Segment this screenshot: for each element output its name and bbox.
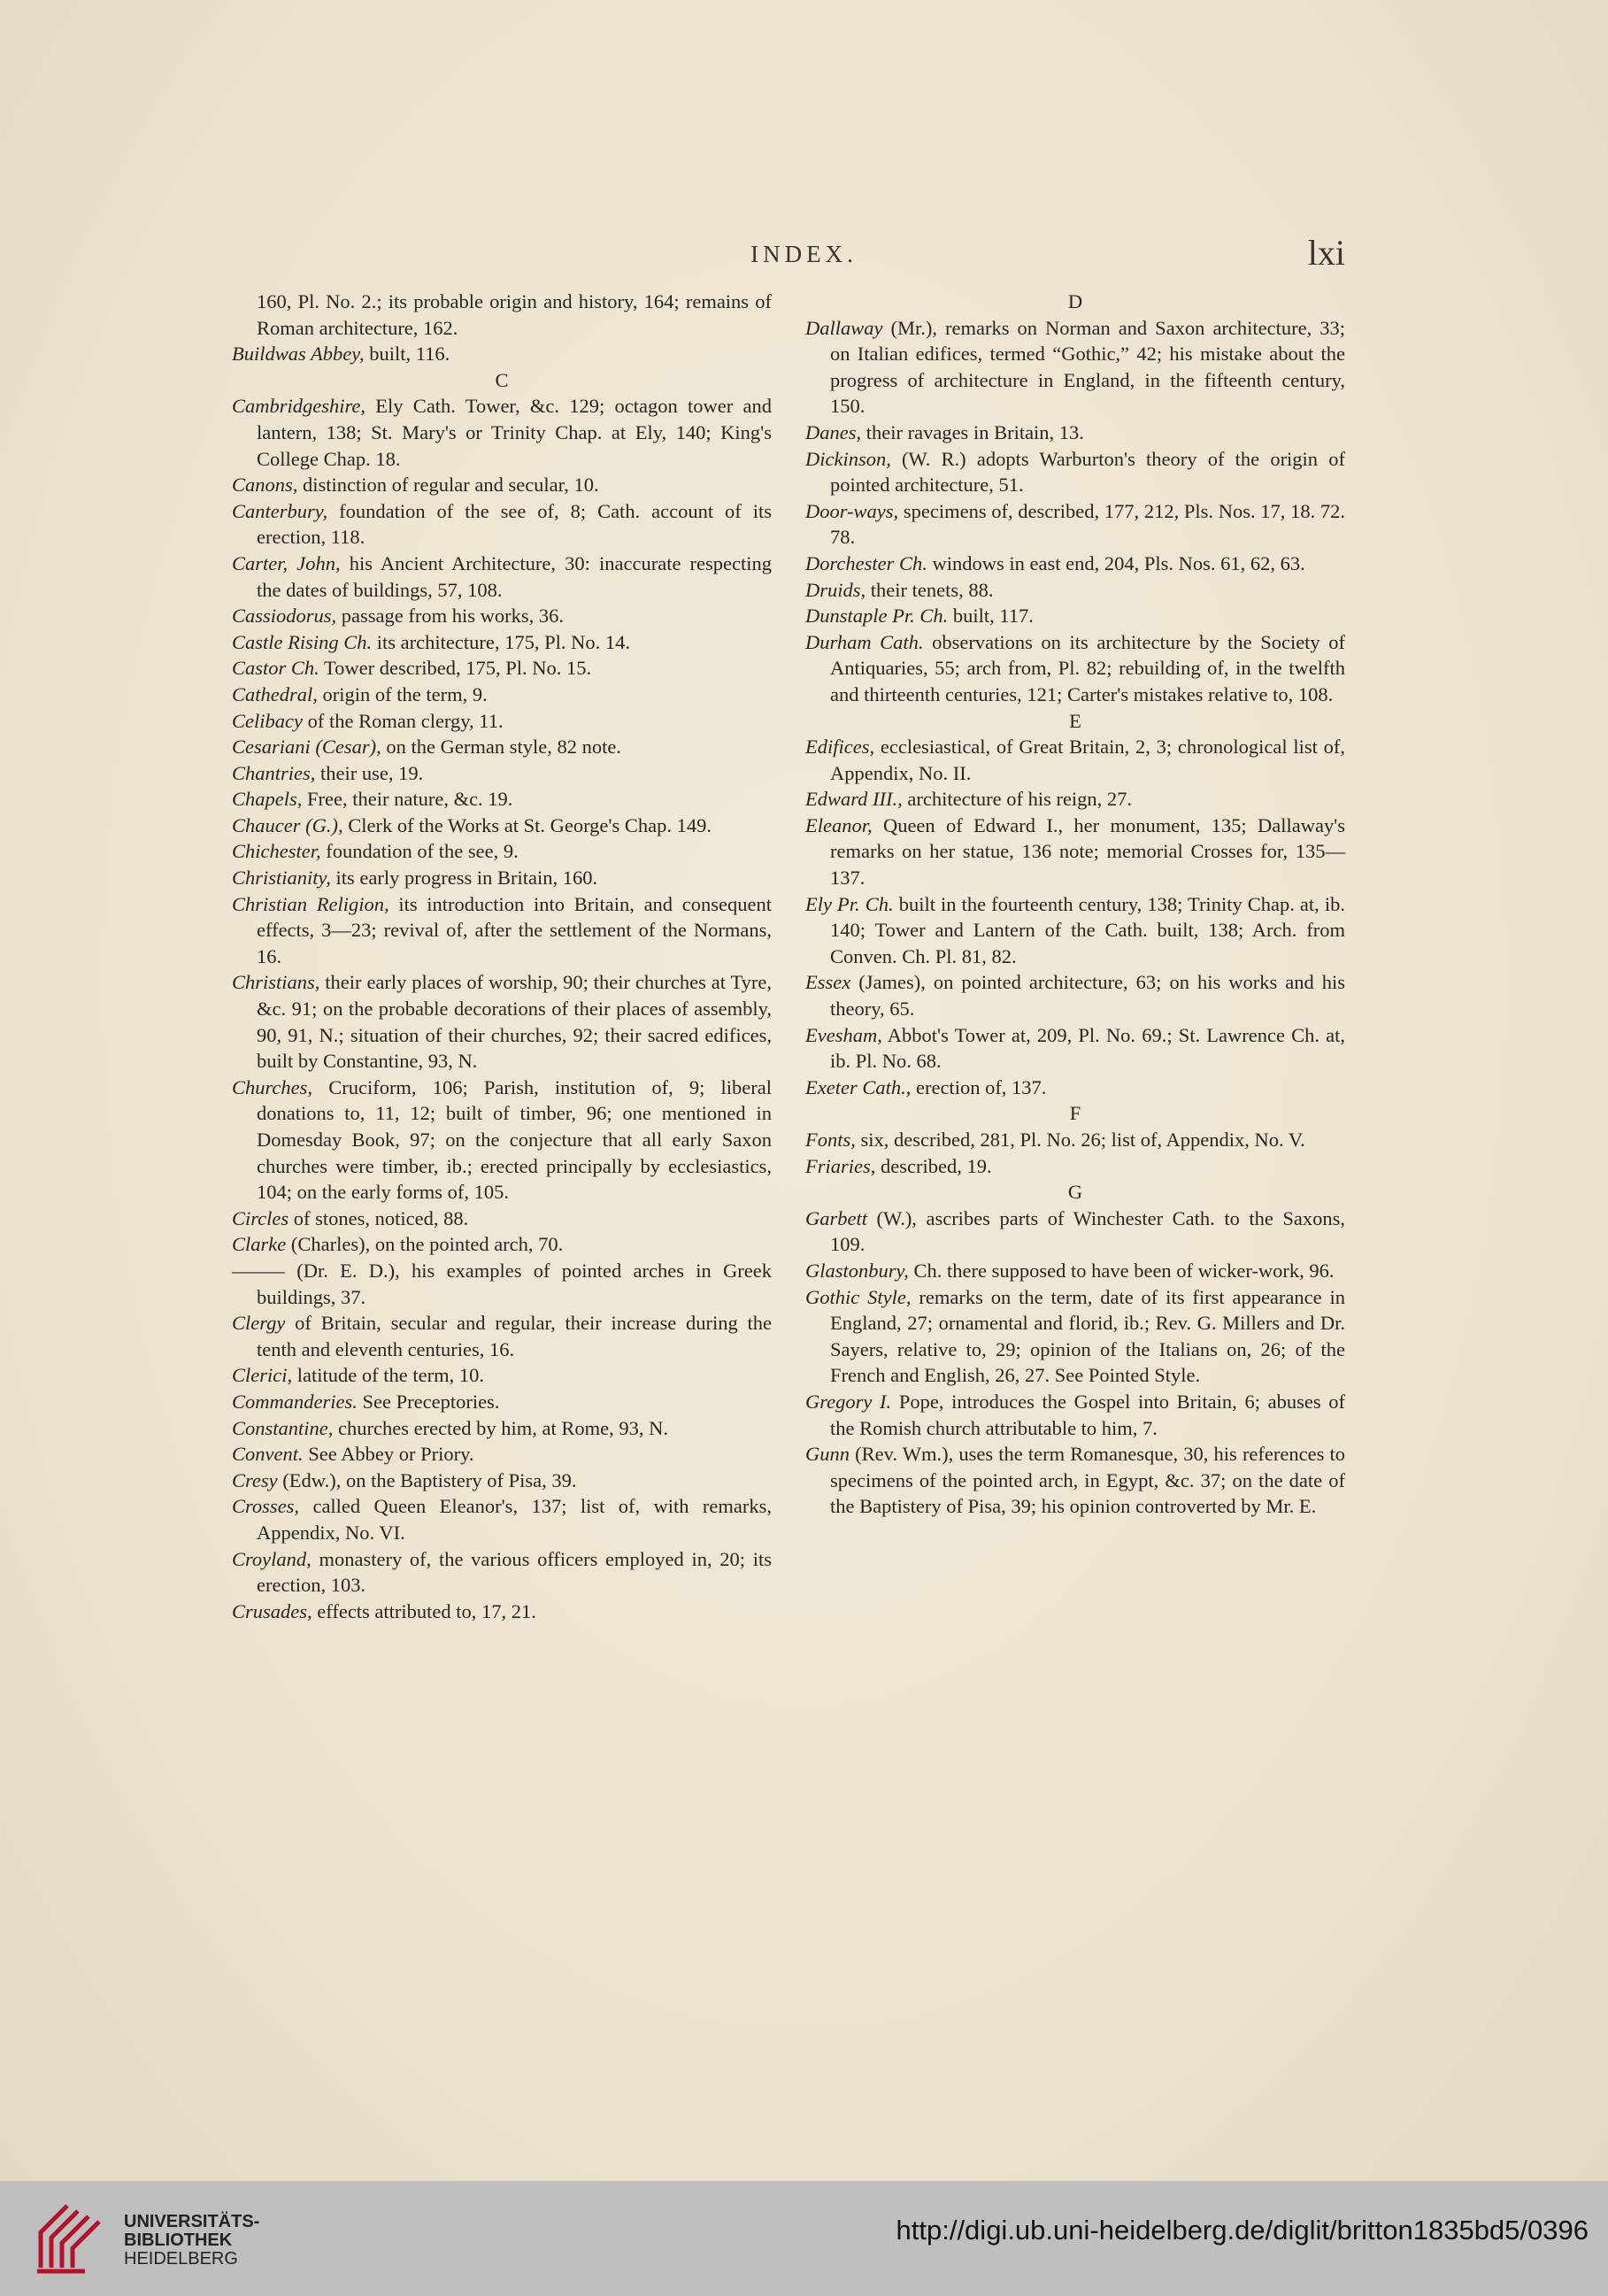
index-entry-continuation: 160, Pl. No. 2.; its probable origin and history, 164; remains of Roman architecture, 162.: [257, 290, 772, 339]
index-entry: [232, 1415, 772, 1442]
index-entry: [232, 838, 772, 865]
index-entry-heading: Chapels,: [232, 788, 303, 811]
index-entry-heading: Durham Cath.: [805, 630, 924, 653]
index-entry-text: foundation of the see of, 8; Cath. account of its erection, 118.: [257, 499, 772, 549]
index-entry-heading: Exeter Cath.,: [805, 1075, 912, 1098]
index-entry: [232, 1206, 772, 1232]
index-entry: [805, 498, 1345, 551]
index-entry: [232, 786, 772, 813]
index-entry: [232, 1389, 772, 1415]
index-entry-text: Tower described, 175, Pl. No. 15.: [319, 657, 592, 680]
index-entry: [805, 1441, 1345, 1520]
running-head: INDEX.: [750, 241, 858, 267]
index-entry-heading: Cathedral,: [232, 682, 318, 705]
index-entry: [232, 760, 772, 787]
index-entry-text: (James), on pointed architecture, 63; on his works and his theory, 65.: [830, 971, 1345, 1021]
index-entry: [805, 1153, 1345, 1180]
section-letter: G: [1067, 1181, 1083, 1204]
index-entry-heading: ———: [232, 1259, 286, 1282]
index-entry-heading: Chaucer (G.),: [232, 813, 343, 836]
index-entry-text: built, 117.: [948, 605, 1034, 628]
index-entry-heading: Fonts,: [805, 1129, 856, 1151]
section-letter: C: [495, 368, 509, 391]
index-entry: [805, 1127, 1345, 1153]
index-entry-text: their use, 19.: [315, 761, 424, 784]
index-entry: [232, 1075, 772, 1206]
index-entry: [232, 1599, 772, 1625]
index-entry-text: described, 19.: [875, 1154, 992, 1177]
index-entry: [232, 1258, 772, 1310]
index-entry: [232, 1546, 772, 1599]
index-entry: [805, 734, 1345, 786]
index-entry: [805, 577, 1345, 604]
index-entry-heading: Carter, John,: [232, 551, 341, 574]
index-entry-text: Clerk of the Works at St. George's Chap. 149.: [342, 813, 712, 836]
index-entry-heading: Croyland,: [232, 1547, 312, 1570]
index-entry: [232, 1441, 772, 1468]
index-entry: [232, 1493, 772, 1545]
index-entry: [232, 734, 772, 760]
index-entry: [232, 1362, 772, 1389]
index-entry-heading: Commanderies.: [232, 1390, 358, 1413]
index-entry: [805, 786, 1345, 813]
index-entry-text: erection of, 137.: [911, 1075, 1047, 1098]
index-entry-heading: Essex: [805, 971, 851, 994]
index-column-right: [805, 289, 1345, 1520]
index-entry-text: Queen of Edward I., her monument, 135; Dallaway's remarks on her statue, 136 note; memorial Crosses for, 135—137.: [830, 813, 1345, 890]
index-entry-heading: Christian Religion,: [232, 892, 389, 915]
index-entry: [805, 1284, 1345, 1389]
index-entry-heading: Glastonbury,: [805, 1259, 909, 1282]
index-entry-text: its introduction into Britain, and consequent effects, 3—23; revival of, after the settlement of the Normans, 16.: [257, 892, 772, 967]
index-entry: [805, 1258, 1345, 1284]
index-entry-text: its early progress in Britain, 160.: [330, 867, 598, 890]
index-entry: [805, 969, 1345, 1021]
index-entry: [805, 420, 1345, 446]
index-entry: [232, 1231, 772, 1258]
index-entry-text: (Edw.), on the Baptistery of Pisa, 39.: [277, 1468, 577, 1491]
index-entry-heading: Christianity,: [232, 867, 331, 890]
index-entry-text: churches erected by him, at Rome, 93, N.: [333, 1416, 669, 1439]
index-entry-heading: Celibacy: [232, 709, 303, 732]
index-entry-text: their ravages in Britain, 13.: [861, 420, 1084, 443]
index-entry: [232, 341, 772, 367]
index-entry-heading: Evesham,: [805, 1023, 882, 1046]
index-entry-heading: Gothic Style,: [805, 1285, 912, 1308]
index-entry-heading: Dorchester Ch.: [805, 551, 927, 574]
index-entry-text: Pope, introduces the Gospel into Britain, 6; abuses of the Romish church attributable to him, 7.: [830, 1390, 1345, 1439]
index-entry: [805, 446, 1345, 498]
index-entry-heading: Crusades,: [232, 1599, 312, 1622]
index-entry: [232, 629, 772, 656]
index-entry: [232, 682, 772, 708]
index-entry-heading: Crosses,: [232, 1495, 300, 1518]
index-entry-heading: Churches,: [232, 1075, 313, 1098]
index-entry-heading: Cassiodorus,: [232, 605, 337, 628]
index-entry-text: architecture of his reign, 27.: [902, 788, 1133, 811]
index-entry: [805, 603, 1345, 629]
index-entry-heading: Constantine,: [232, 1416, 334, 1439]
index-entry-text: monastery of, the various officers employed in, 20; its erection, 103.: [257, 1547, 772, 1597]
index-entry: [805, 813, 1345, 891]
section-letter: D: [1067, 290, 1083, 312]
index-entry-heading: Ely Pr. Ch.: [805, 892, 894, 915]
index-entry: [232, 969, 772, 1074]
index-entry-text: effects attributed to, 17, 21.: [312, 1599, 536, 1622]
index-entry-text: observations on its architecture by the Society of Antiquaries, 55; arch from, Pl. 82; rebuilding of, in the twelfth and thirteenth centuries, 121; Carter's mistakes relative to, 108.: [830, 630, 1345, 705]
index-entry: [232, 708, 772, 735]
index-entry: [232, 472, 772, 498]
viewer-footer: [0, 2181, 1608, 2296]
index-entry: [805, 1022, 1345, 1075]
section-letter: F: [1069, 1102, 1081, 1125]
index-entry-heading: Cresy: [232, 1468, 278, 1491]
index-entry-heading: Cesariani (Cesar),: [232, 736, 381, 759]
index-entry-text: ecclesiastical, of Great Britain, 2, 3; chronological list of, Appendix, No. II.: [830, 736, 1345, 784]
index-entry: [232, 655, 772, 682]
index-entry-text: specimens of, described, 177, 212, Pls. Nos. 17, 18. 72. 78.: [830, 499, 1345, 549]
index-entry-text: origin of the term, 9.: [317, 682, 488, 705]
index-entry-heading: Druids,: [805, 578, 866, 601]
index-entry-text: (Rev. Wm.), uses the term Romanesque, 30, his references to specimens of the pointed arch, in Egypt, &c. 37; on the date of the Baptistery of Pisa, 39; his opinion controverted by Mr. E.: [830, 1443, 1345, 1518]
index-entry-heading: Dickinson,: [805, 447, 891, 470]
index-entry-heading: Clarke: [232, 1233, 287, 1256]
index-entry-text: of Britain, secular and regular, their increase during the tenth and eleventh centuries, 16.: [257, 1312, 772, 1360]
index-entry: [232, 393, 772, 472]
index-entry-heading: Buildwas Abbey,: [232, 343, 365, 366]
index-entry: [232, 1310, 772, 1362]
index-entry: [805, 629, 1345, 708]
index-entry-text: Ely Cath. Tower, &c. 129; octagon tower and lantern, 138; St. Mary's or Trinity Chap. at Ely, 140; King's College Chap. 18.: [257, 395, 772, 470]
index-entry-text: (Dr. E. D.), his examples of pointed arches in Greek buildings, 37.: [257, 1259, 772, 1308]
index-entry-heading: Edward III.,: [805, 788, 903, 811]
index-entry-text: (W. R.) adopts Warburton's theory of the origin of pointed architecture, 51.: [830, 447, 1345, 497]
index-entry-heading: Canterbury,: [232, 499, 328, 522]
institution-name[interactable]: [124, 2213, 259, 2269]
index-entry: [805, 1389, 1345, 1441]
ub-heidelberg-logo-icon[interactable]: [32, 2197, 113, 2278]
index-entry-heading: Edifices,: [805, 736, 875, 759]
index-column-left: [232, 289, 772, 1624]
index-entry-text: Abbot's Tower at, 209, Pl. No. 69.; St. Lawrence Ch. at, ib. Pl. No. 68.: [830, 1023, 1345, 1073]
institution-line-1: UNIVERSITÄTS-: [124, 2212, 260, 2231]
index-entry-text: (W.), ascribes parts of Winchester Cath. to the Saxons, 109.: [830, 1206, 1345, 1256]
index-entry: [232, 1468, 772, 1494]
index-entry-text: remarks on the term, date of its first appearance in England, 27; ornamental and florid, ib.; Rev. G. Millers and Dr. Sayers, relative to, 29; opinion of the Italians on, 26; of the French and English, 26, 27. See Pointed Style.: [830, 1285, 1345, 1387]
index-entry-text: six, described, 281, Pl. No. 26; list of, Appendix, No. V.: [855, 1129, 1305, 1151]
index-entry-text: their tenets, 88.: [866, 578, 994, 601]
index-entry-heading: Clerici,: [232, 1364, 293, 1387]
index-entry: [232, 498, 772, 551]
index-entry-heading: Dunstaple Pr. Ch.: [805, 605, 949, 628]
index-entry-text: (Charles), on the pointed arch, 70.: [286, 1233, 564, 1256]
index-entry-heading: Clergy: [232, 1312, 286, 1335]
index-entry-heading: Gregory I.: [805, 1390, 892, 1413]
index-entry-heading: Chantries,: [232, 761, 316, 784]
index-entry-text: Free, their nature, &c. 19.: [302, 788, 513, 811]
index-entry-text: called Queen Eleanor's, 137; list of, with remarks, Appendix, No. VI.: [257, 1495, 772, 1544]
index-entry-text: Ch. there supposed to have been of wicker-work, 96.: [908, 1259, 1335, 1282]
index-entry-heading: Eleanor,: [805, 813, 873, 836]
index-entry-heading: Castor Ch.: [232, 657, 319, 680]
page-number: lxi: [1307, 233, 1345, 273]
index-entry-text: (Mr.), remarks on Norman and Saxon architecture, 33; on Italian edifices, termed “Gothic,” 42; his mistake about the progress of architecture in England, in the fifteenth century, 150.: [830, 316, 1345, 418]
section-letter: E: [1069, 709, 1081, 732]
index-entry-text: foundation of the see, 9.: [320, 840, 519, 863]
source-url-link[interactable]: http://digi.ub.uni-heidelberg.de/diglit/britton1835bd5/0396: [896, 2215, 1589, 2246]
index-entry: [232, 865, 772, 891]
index-entry: [232, 603, 772, 629]
institution-line-2: BIBLIOTHEK: [124, 2231, 233, 2250]
index-entry-heading: Christians,: [232, 971, 320, 994]
index-entry: [805, 551, 1345, 577]
index-entry: [805, 891, 1345, 970]
index-entry: [232, 813, 772, 839]
index-entry-heading: Canons,: [232, 474, 298, 497]
index-entry-heading: Gunn: [805, 1443, 850, 1466]
index-entry-heading: Chichester,: [232, 840, 321, 863]
index-entry-text: windows in east end, 204, Pls. Nos. 61, 62, 63.: [927, 551, 1305, 574]
index-entry-heading: Garbett: [805, 1206, 867, 1229]
index-entry-heading: Castle Rising Ch.: [232, 630, 373, 653]
index-entry-heading: Friaries,: [805, 1154, 876, 1177]
index-entry-text: his Ancient Architecture, 30: inaccurate respecting the dates of buildings, 57, 108.: [257, 551, 773, 601]
index-entry: [232, 891, 772, 970]
index-entry: [805, 1075, 1345, 1101]
index-entry: [805, 315, 1345, 420]
index-entry-text: built, 116.: [364, 343, 450, 366]
index-entry-text: its architecture, 175, Pl. No. 14.: [372, 630, 630, 653]
index-entry-text: of the Roman clergy, 11.: [302, 709, 504, 732]
index-entry-text: of stones, noticed, 88.: [289, 1206, 469, 1229]
index-entry-heading: Danes,: [805, 420, 862, 443]
index-entry-heading: Dallaway: [805, 316, 883, 339]
index-entry-text: passage from his works, 36.: [336, 605, 565, 628]
institution-line-3: HEIDELBERG: [124, 2249, 238, 2269]
index-entry-heading: Convent.: [232, 1443, 304, 1466]
index-entry-text: their early places of worship, 90; their churches at Tyre, &c. 91; on the probable decorations of their places of assembly, 90, 91, N.; situation of their churches, 92; their sacred edifices, built by Constantine, 93, N.: [257, 971, 772, 1073]
index-entry: [805, 1206, 1345, 1258]
index-entry-text: See Preceptories.: [357, 1390, 500, 1413]
index-entry-heading: Cambridgeshire,: [232, 395, 366, 418]
index-entry-text: distinction of regular and secular, 10.: [297, 474, 599, 497]
index-entry: [232, 551, 772, 603]
index-entry-heading: Circles: [232, 1206, 289, 1229]
index-entry-text: latitude of the term, 10.: [292, 1364, 484, 1387]
index-entry-text: Cruciform, 106; Parish, institution of, 9; liberal donations to, 11, 12; built of timber, 96; one mentioned in Domesday Book, 97; on the conjecture that all early Saxon churches were timber, ib.; erected principally by ecclesiastics, 104; on the early forms of, 105.: [257, 1075, 772, 1204]
index-entry-heading: Door-ways,: [805, 499, 899, 522]
index-entry-text: on the German style, 82 note.: [381, 736, 621, 759]
index-entry-text: See Abbey or Priory.: [303, 1443, 474, 1466]
index-entry-text: built in the fourteenth century, 138; Trinity Chap. at, ib. 140; Tower and Lantern of the Cath. built, 138; Arch. from Conven. Ch. Pl. 81, 82.: [830, 892, 1345, 967]
